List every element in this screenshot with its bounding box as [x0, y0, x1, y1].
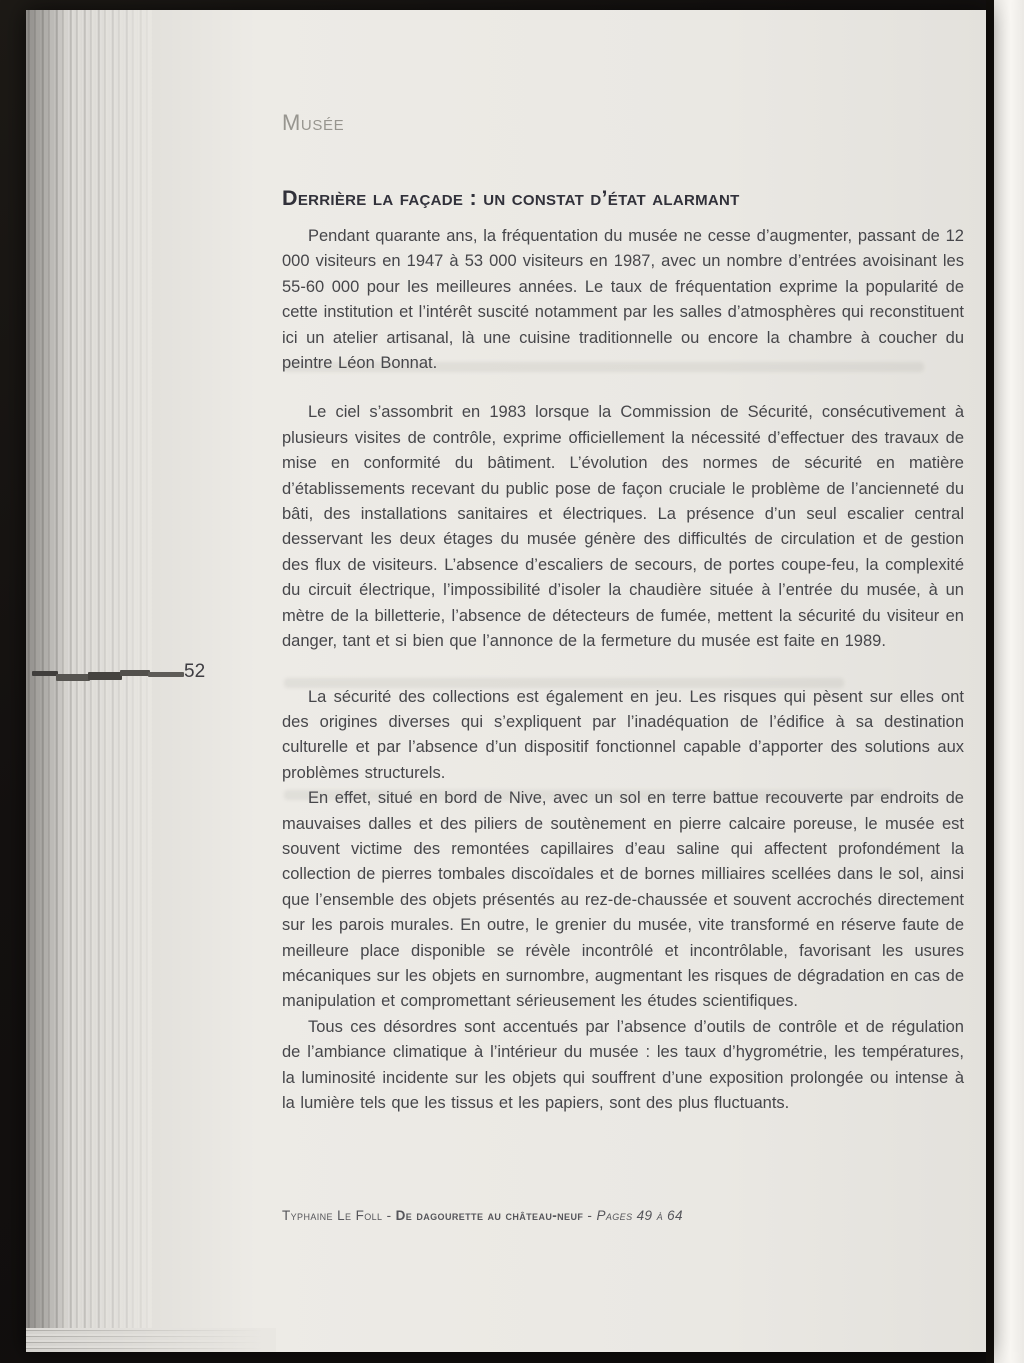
page-number: 52	[184, 661, 206, 682]
article-paragraph: Tous ces désordres sont accentués par l’absence d’outils de contrôle et de régulation de l’ambiance climatique à l’intérieur du musée : les taux d’hygrométrie, les températures, la luminosité incidente sur les objets qui souffrent d’une exposition prolongée ou intense à la lumière tels que les tissus et les papiers, sont des plus fluctuants.	[282, 1017, 964, 1112]
book-page	[26, 10, 986, 1352]
article-title: Derrière la façade : un constat d’état alarmant	[282, 186, 740, 210]
footer-separator: -	[382, 1208, 396, 1223]
footer-work-title: De dagourette au château-neuf	[395, 1208, 584, 1223]
article-content	[282, 110, 964, 1116]
section-label: Musée	[282, 110, 345, 135]
article-paragraph: Le ciel s’assombrit en 1983 lorsque la Commission de Sécurité, consécutivement à plusieurs visites de contrôle, exprime officiellement la nécessité d’effectuer des travaux de mise en conformité du bâtiment. L’évolution des normes de sécurité en matière d’établissements recevant du public pose de façon cruciale le problème de l’ancienneté du bâti, des installations sanitaires et électriques. La présence d’un seul escalier central desservant les deux étages du musée génère des difficultés de circulation et de gestion des flux de visiteurs. L’absence d’escaliers de secours, de portes coupe-feu, la complexité du circuit électrique, l’impossibilité d’isoler la chaudière située à l’entrée du musée, à un mètre de la billetterie, l’absence de détecteurs de fumée, mettent la sécurité du visiteur en danger, tant et si bien que l’annonce de la fermeture du musée est faite en 1989.	[282, 403, 964, 651]
footer-author: Typhaine Le Foll	[282, 1208, 383, 1223]
page-edge-stack-bottom	[26, 1328, 276, 1352]
next-page-edge	[994, 0, 1024, 1363]
page-gap-shadow	[986, 0, 994, 1363]
article-paragraph: La sécurité des collections est également en jeu. Les risques qui pèsent sur elles ont des origines diverses qui s’expliquent par l’inadéquation de l’édifice à sa destination culturelle et par l’absence d’un dispositif fonctionnel capable d’apporter des solutions aux problèmes structurels.	[282, 687, 964, 782]
article-paragraph: Pendant quarante ans, la fréquentation du musée ne cesse d’augmenter, passant de 12 000 visiteurs en 1947 à 53 000 visiteurs en 1987, avec un nombre d’entrées avoisinant les 55-60 000 pour les meilleures années. Le taux de fréquentation exprime la popularité de cette institution et l’intérêt suscité notamment par les salles d’atmosphères qui reconstituent ici un atelier artisanal, là une cuisine traditionnelle ou encore la chambre à coucher du peintre Léon Bonnat.	[282, 227, 964, 373]
footer-page-range: Pages 49 à 64	[596, 1208, 683, 1223]
article-paragraph: En effet, situé en bord de Nive, avec un sol en terre battue recouverte par endroits de mauvaises dalles et des piliers de soutènement en pierre calcaire poreuse, le musée est souvent victime des remontées capillaires d’eau saline qui affectent profondément la collection de pierres tombales discoïdales et de bornes milliaires scellées dans le sol, ainsi que l’ensemble des objets présentés au rez-de-chaussée et souvent accrochés directement sur les parois murales. En outre, le grenier du musée, vite transformé en réserve faute de meilleure place disponible se révèle incontrôlé et incontrôlable, favorisant les usures mécaniques sur les objets en surnombre, augmentant les risques de dégradation en cas de manipulation et compromettant sérieusement les études scientifiques.	[282, 789, 964, 1011]
footer-credit	[282, 1208, 683, 1223]
page-edge-ink-marker	[30, 665, 186, 687]
footer-separator: -	[583, 1208, 597, 1223]
